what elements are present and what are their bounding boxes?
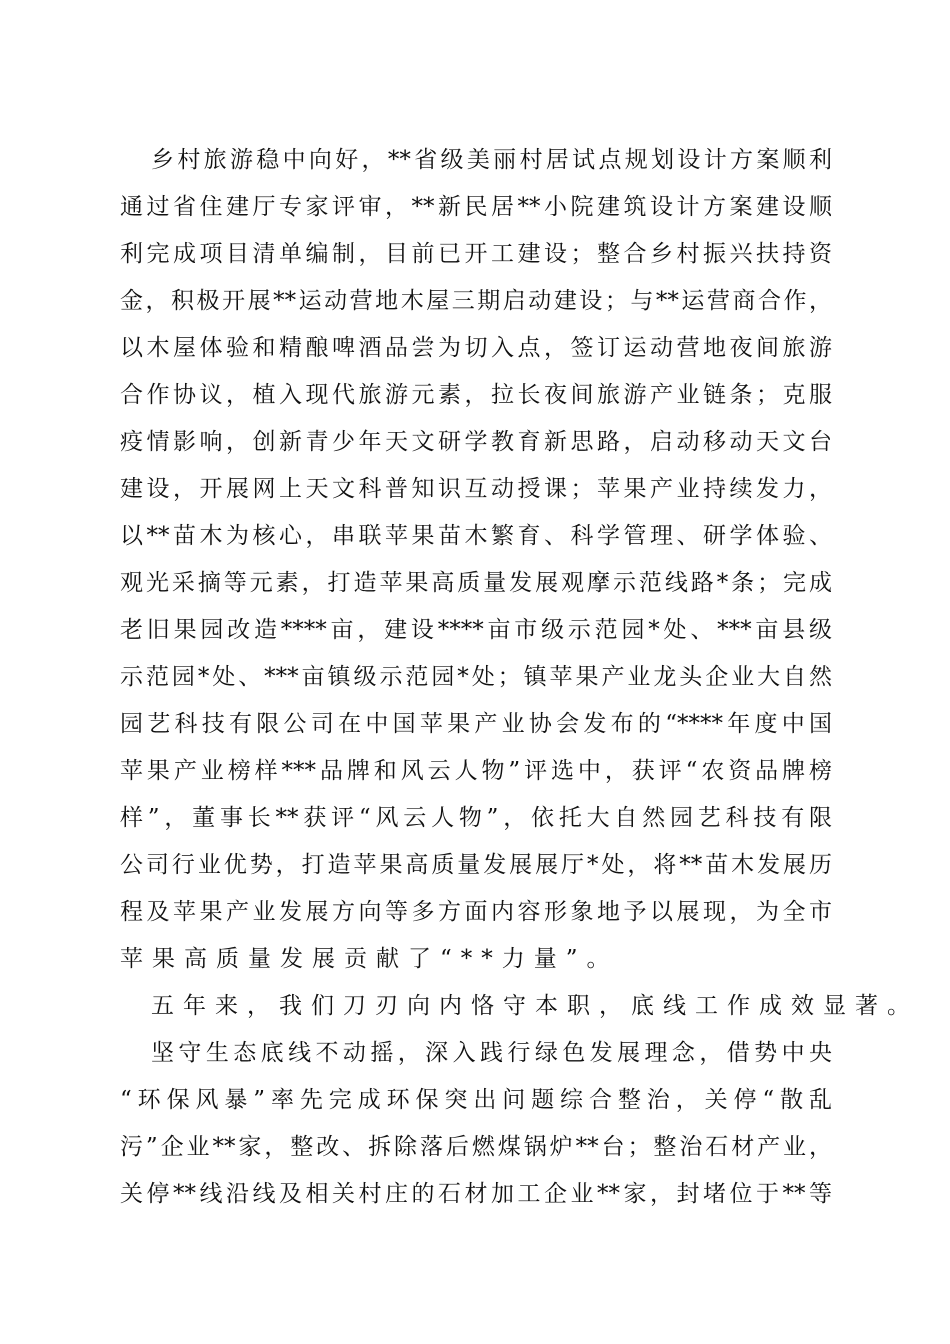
document-page: [120, 142, 919, 1223]
text-line: 程及苹果产业发展方向等多方面内容形象地予以展现，为全市: [120, 899, 832, 925]
text-line: 疫情影响，创新青少年天文研学教育新思路，启动移动天文台: [120, 429, 832, 455]
text-line: 坚守生态底线不动摇，深入践行绿色发展理念，借势中央: [151, 1040, 832, 1066]
text-line: 苹果高质量发展贡献了“**力量”。: [120, 946, 619, 972]
text-line: 合作协议，植入现代旅游元素，拉长夜间旅游产业链条；克服: [120, 382, 832, 408]
text-line: 观光采摘等元素，打造苹果高质量发展观摩示范线路*条；完成: [120, 570, 832, 596]
text-line: 以**苗木为核心，串联苹果苗木繁育、科学管理、研学体验、: [120, 523, 832, 549]
text-line: 园艺科技有限公司在中国苹果产业协会发布的“****年度中国: [120, 711, 832, 737]
text-line: 样”，董事长**获评“风云人物”，依托大自然园艺科技有限: [120, 805, 832, 831]
text-line: “环保风暴”率先完成环保突出问题综合整治，关停“散乱: [120, 1087, 832, 1113]
text-line: 建设，开展网上天文科普知识互动授课；苹果产业持续发力，: [120, 476, 832, 502]
text-line: 关停**线沿线及相关村庄的石材加工企业**家，封堵位于**等: [120, 1181, 832, 1207]
text-line: 老旧果园改造****亩，建设****亩市级示范园*处、***亩县级: [120, 617, 832, 643]
paragraph: [120, 1035, 832, 1223]
text-line: 金，积极开展**运动营地木屋三期启动建设；与**运营商合作，: [120, 288, 832, 314]
text-line: 利完成项目清单编制，目前已开工建设；整合乡村振兴扶持资: [120, 241, 832, 267]
text-line: 五年来，我们刀刃向内恪守本职，底线工作成效显著。: [151, 993, 919, 1019]
text-line: 以木屋体验和精酿啤酒品尝为切入点，签订运动营地夜间旅游: [120, 335, 832, 361]
text-line: 通过省住建厅专家评审，**新民居**小院建筑设计方案建设顺: [120, 194, 832, 220]
text-line: 污”企业**家，整改、拆除落后燃煤锅炉**台；整治石材产业，: [120, 1134, 832, 1160]
paragraph: [120, 142, 832, 988]
text-line: 示范园*处、***亩镇级示范园*处；镇苹果产业龙头企业大自然: [120, 664, 832, 690]
text-line: 公司行业优势，打造苹果高质量发展展厅*处，将**苗木发展历: [120, 852, 832, 878]
paragraph: [120, 988, 919, 1035]
text-line: 乡村旅游稳中向好，**省级美丽村居试点规划设计方案顺利: [151, 147, 832, 173]
text-line: 苹果产业榜样***品牌和风云人物”评选中，获评“农资品牌榜: [120, 758, 832, 784]
